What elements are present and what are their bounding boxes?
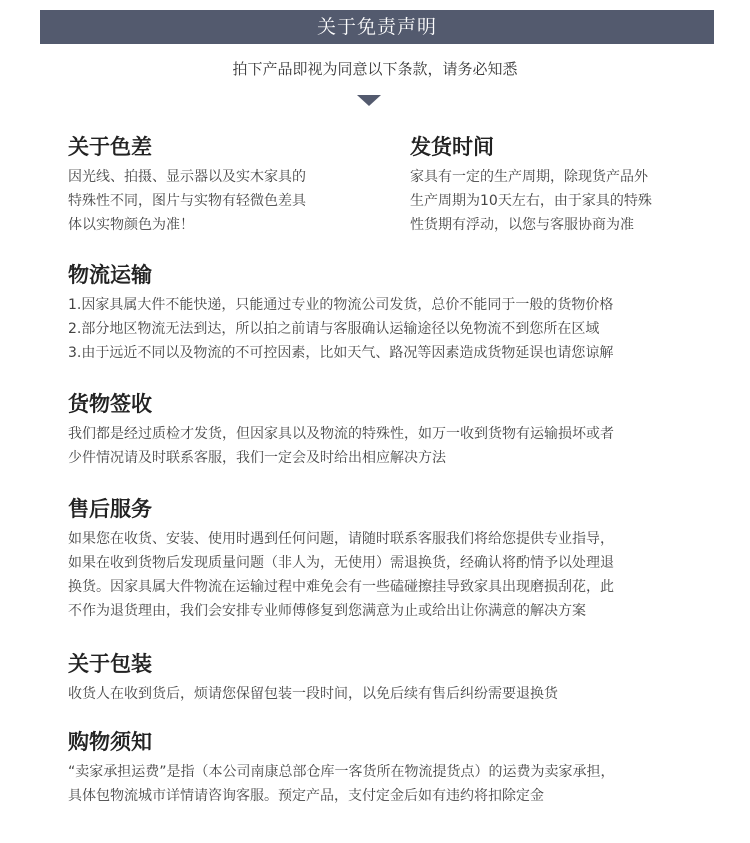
section-line: 如果您在收货、安装、使用时遇到任何问题，请随时联系客服我们将给您提供专业指导， bbox=[68, 531, 614, 547]
section-line: 具体包物流城市详情请咨询客服。预定产品，支付定金后如有违约将扣除定金 bbox=[68, 788, 544, 804]
section-line: 少件情况请及时联系客服，我们一定会及时给出相应解决方法 bbox=[68, 450, 446, 466]
section-title: 关于包装 bbox=[68, 651, 152, 676]
section-line: 体以实物颜色为准！ bbox=[68, 217, 194, 233]
section-shopping-notice bbox=[68, 728, 708, 808]
section-line: 2.部分地区物流无法到达，所以拍之前请与客服确认运输途径以免物流不到您所在区域 bbox=[68, 321, 600, 337]
section-title: 发货时间 bbox=[410, 134, 494, 159]
banner-title: 关于免责声明 bbox=[316, 16, 437, 38]
section-line: 1.因家具属大件不能快递，只能通过专业的物流公司发货，总价不能同于一般的货物价格 bbox=[68, 297, 614, 313]
section-title: 售后服务 bbox=[68, 496, 152, 521]
section-line: 因光线、拍摄、显示器以及实木家具的 bbox=[68, 169, 306, 185]
section-line: 换货。因家具属大件物流在运输过程中难免会有一些磕碰擦挂导致家具出现磨损刮花，此 bbox=[68, 579, 614, 595]
down-triangle-icon bbox=[357, 95, 381, 106]
section-title: 购物须知 bbox=[68, 729, 152, 754]
section-title: 物流运输 bbox=[68, 262, 152, 287]
section-line: 家具有一定的生产周期，除现货产品外 bbox=[410, 169, 648, 185]
section-title: 货物签收 bbox=[68, 391, 152, 416]
section-line: 性货期有浮动，以您与客服协商为准 bbox=[410, 217, 634, 233]
section-shipping-time bbox=[410, 133, 710, 237]
section-line: 特殊性不同，图片与实物有轻微色差具 bbox=[68, 193, 306, 209]
section-color-difference bbox=[68, 133, 368, 237]
section-packaging bbox=[68, 650, 708, 706]
agreement-subtitle: 拍下产品即视为同意以下条款，请务必知悉 bbox=[232, 60, 518, 78]
section-line: 不作为退货理由，我们会安排专业师傅修复到您满意为止或给出让你满意的解决方案 bbox=[68, 603, 586, 619]
header-banner bbox=[40, 10, 714, 44]
section-line: 收货人在收到货后，烦请您保留包装一段时间，以免后续有售后纠纷需要退换货 bbox=[68, 686, 558, 702]
section-title: 关于色差 bbox=[68, 134, 152, 159]
section-line: “卖家承担运费”是指（本公司南康总部仓库一客货所在物流提货点）的运费为卖家承担， bbox=[68, 764, 615, 780]
section-line: 我们都是经过质检才发货，但因家具以及物流的特殊性，如万一收到货物有运输损坏或者 bbox=[68, 426, 614, 442]
section-line: 生产周期为10天左右，由于家具的特殊 bbox=[410, 193, 652, 209]
section-logistics bbox=[68, 261, 708, 365]
section-after-sales bbox=[68, 495, 708, 623]
section-line: 如果在收到货物后发现质量问题（非人为，无使用）需退换货，经确认将酌情予以处理退 bbox=[68, 555, 614, 571]
section-goods-receipt bbox=[68, 390, 708, 470]
section-line: 3.由于远近不同以及物流的不可控因素，比如天气、路况等因素造成货物延误也请您谅解 bbox=[68, 345, 614, 361]
